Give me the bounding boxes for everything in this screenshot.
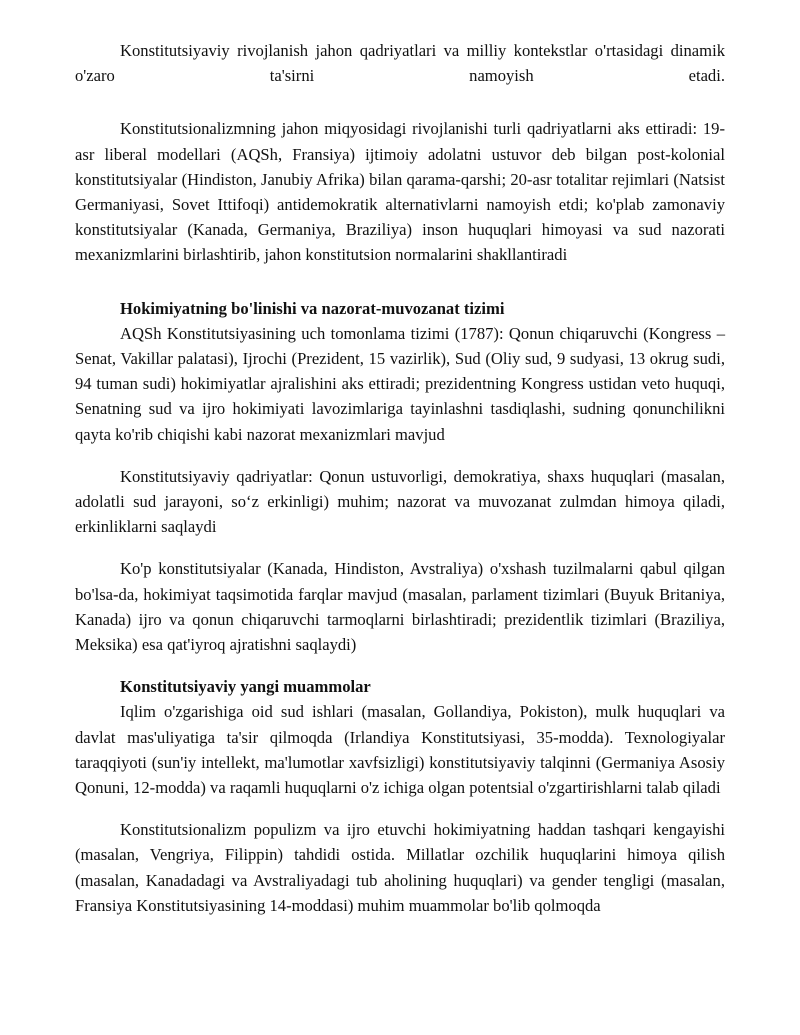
spacer (75, 268, 725, 296)
section-heading-separation-of-powers: Hokimiyatning bo'linishi va nazorat-muvozanat tizimi (120, 298, 505, 318)
paragraph-constitutional-values: Konstitutsiyaviy qadriyatlar: Qonun ustuvorligi, demokratiya, shaxs huquqlari (masalan, adolatli sud jarayoni, so‘z erkinligi) muhim; nazorat va muvozanat zulmdan himoya qiladi, erkinliklarni saqlaydi (75, 466, 725, 537)
paragraph-intro: Konstitutsiyaviy rivojlanish jahon qadriyatlari va milliy kontekstlar o'rtasidagi dinamik o'zaro ta'sirni namoyish etadi. (75, 41, 725, 86)
paragraph-us-constitution: AQSh Konstitutsiyasining uch tomonlama tizimi (1787): Qonun chiqaruvchi (Kongress – Senat, Vakillar palatasi), Ijrochi (Prezident, 15 vazirlik), Sud (Oliy sud, 9 sudyasi, 13 okrug sudi, 94 tuman sudi) hokimiyatlar ajralishini aks ettiradi; prezidentning Kongress ustidan veto huquqi, Senatning sud va ijro hokimiyati lavozimlariga tayinlashni tasdiqlashi, sudning qonunchilikni qayta ko'rib chiqishi kabi nazorat mexanizmlari mavjud (75, 323, 725, 444)
document-page (75, 38, 725, 918)
spacer (75, 800, 725, 817)
spacer (75, 88, 725, 116)
spacer (75, 447, 725, 464)
paragraph-populism-minority-rights: Konstitutsionalizm populizm va ijro etuvchi hokimiyatning haddan tashqari kengayishi (masalan, Vengriya, Filippin) tahdidi ostida. Millatlar ozchilik huquqlarini himoya qilish (masalan, Kanadadagi va Avstraliyadagi tub aholining huquqlari) va gender tengligi (masalan, Fransiya Konstitutsiyasining 14-moddasi) muhim muammolar bo'lib qolmoqda (75, 820, 725, 915)
paragraph-comparative-systems: Ko'p konstitutsiyalar (Kanada, Hindiston, Avstraliya) o'xshash tuzilmalarni qabul qilgan bo'lsa-da, hokimiyat taqsimotida farqlar mavjud (masalan, parlament tizimlari (Buyuk Britaniya, Kanada) ijro va qonun chiqaruvchi tarmoqlarni birlashtiradi; prezidentlik tizimlari (Braziliya, Meksika) esa qat'iyroq ajratishni saqlaydi) (75, 559, 725, 655)
paragraph-global-development: Konstitutsionalizmning jahon miqyosidagi rivojlanishi turli qadriyatlarni aks ettiradi: 19-asr liberal modellari (AQSh, Fransiya) ijtimoiy adolatni ustuvor deb bilgan post-kolonial konstitutsiyalar (Hindiston, Janubiy Afrika) bilan qarama-qarshi; 20-asr totalitar rejimlari (Natsist Germaniyasi, Sovet Ittifoqi) antidemokratik alternativlarni namoyish etdi; ko'plab zamonaviy konstitutsiyalar (Kanada, Germaniya, Braziliya) inson huquqlari himoyasi va sud nazorati mexanizmlarini birlashtirib, jahon konstitutsion normalarini shakllantiradi (75, 119, 725, 265)
section-heading-new-challenges: Konstitutsiyaviy yangi muammolar (120, 677, 371, 697)
spacer (75, 657, 725, 674)
paragraph-climate-technology: Iqlim o'zgarishiga oid sud ishlari (masalan, Gollandiya, Pokiston), mulk huquqlari va davlat mas'uliyatiga ta'sir qilmoqda (Irlandiya Konstitutsiyasi, 35-modda). Texnologiyalar taraqqiyoti (sun'iy intellekt, ma'lumotlar xavfsizligi) konstitutsiyaviy talqinni (Germaniya Asosiy Qonuni, 12-modda) va raqamli huquqlarni o'z ichiga olgan potentsial o'zgartirishlarni talab qiladi (75, 702, 725, 798)
spacer (75, 539, 725, 556)
